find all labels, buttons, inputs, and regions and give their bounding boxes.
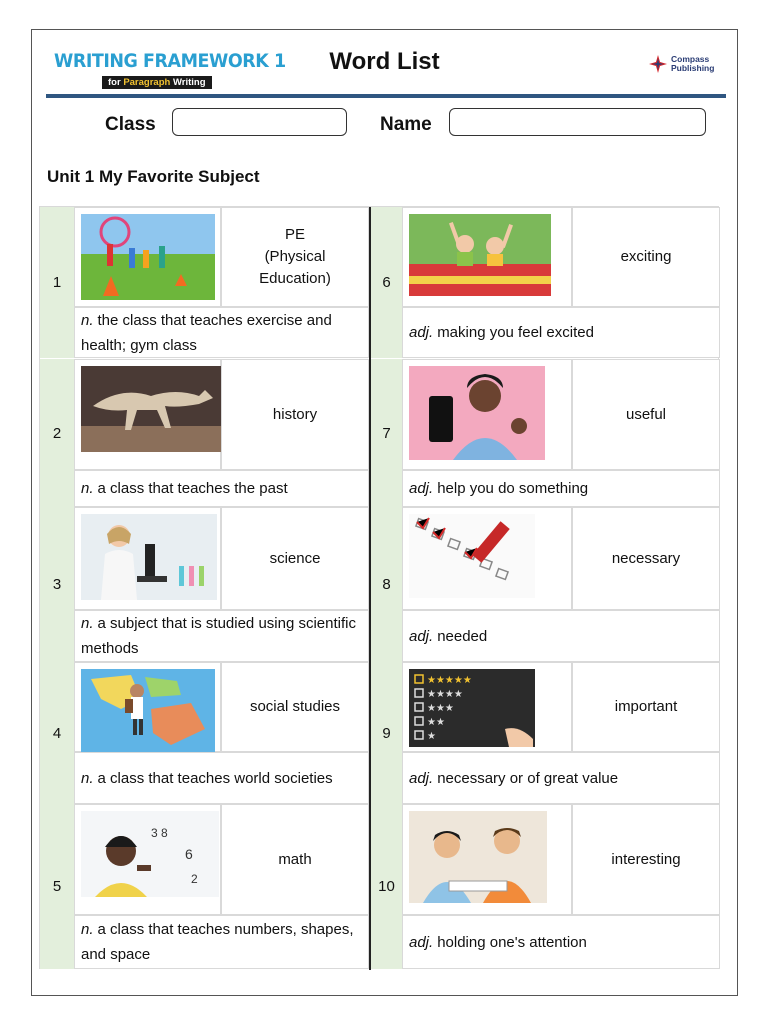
class-label: Class [105,114,156,135]
entry-word: interesting [572,804,720,915]
part-of-speech: adj. [409,627,434,645]
entry-picture-cell [74,662,221,752]
entry-number: 1 [40,207,74,358]
entry-number: 10 [371,804,402,969]
definition-text: the class that teaches exercise and health; gym class [81,311,332,354]
entry-picture-cell [402,804,572,915]
entry-picture-cell [402,507,572,610]
svg-text:★: ★ [427,731,436,742]
definition-text: a class that teaches world societies [97,769,333,787]
entry-number: 8 [371,507,402,662]
part-of-speech: n. [81,921,94,938]
entry-number: 4 [40,662,74,804]
definition-text: a class that teaches the past [97,480,288,497]
entry-word: social studies [221,662,369,752]
definition-text: necessary or of great value [437,769,619,787]
entry-definition [402,752,720,804]
entry-definition [74,752,369,804]
header-rule [46,94,726,98]
entry-picture-cell [74,359,221,470]
entry-definition [402,610,720,662]
entry-word: PE (Physical Education) [221,207,369,307]
entry-number: 2 [40,359,74,507]
boy-on-world-map-photo [81,669,215,758]
entry-number: 6 [371,207,402,358]
girl-at-whiteboard-photo [81,811,219,902]
svg-text:3 8: 3 8 [151,826,168,840]
entry-picture-cell [402,662,572,752]
entry-word: useful [572,359,720,470]
entry-definition [402,915,720,969]
woman-with-phone-photo [409,366,545,465]
entry-picture-cell [74,207,221,307]
svg-text:2: 2 [191,872,198,886]
entry-definition [402,307,720,358]
class-field[interactable] [172,108,347,136]
definition-text: needed [437,627,488,645]
definition-text: help you do something [437,480,589,497]
page-title: Word List [329,48,440,75]
entry-number: 3 [40,507,74,662]
part-of-speech: adj. [409,769,434,787]
part-of-speech: adj. [409,324,434,341]
name-field[interactable] [449,108,706,136]
part-of-speech: n. [81,480,94,497]
definition-text: making you feel excited [437,324,594,341]
entry-picture-cell [74,804,221,915]
definition-text: a class that teaches numbers, shapes, and space [81,921,354,963]
entry-definition [74,470,369,507]
entry-word: important [572,662,720,752]
dinosaur-skeleton-photo [81,366,223,457]
kids-playing-outdoors-photo [81,214,215,305]
girl-microscope-photo [81,514,217,605]
checklist-pen-photo [409,514,535,603]
part-of-speech: n. [81,615,94,632]
svg-text:★★★★★: ★★★★★ [427,675,472,686]
entry-picture-cell [402,207,572,307]
series-title: WRITING FRAMEWORK 1 [54,50,286,72]
entry-word: necessary [572,507,720,610]
definition-text: holding one's attention [437,933,587,951]
svg-text:★★★: ★★★ [427,703,454,714]
svg-text:6: 6 [185,846,193,862]
entry-definition [74,307,369,358]
part-of-speech: n. [81,769,94,787]
entry-definition [74,610,369,662]
series-subtitle: for Paragraph Writing [102,76,212,89]
word-list-table [39,206,719,969]
name-label: Name [380,114,432,135]
star-rating-chalkboard-photo [409,669,535,752]
entry-word: math [221,804,369,915]
part-of-speech: adj. [409,933,434,951]
worksheet-page [31,29,738,996]
definition-text: a subject that is studied using scientific methods [81,615,356,657]
compass-star-icon [648,54,668,74]
publisher-logo: Compass Publishing [648,54,715,74]
entry-picture-cell [402,359,572,470]
svg-text:★★★★: ★★★★ [427,689,463,700]
unit-title: Unit 1 My Favorite Subject [47,167,260,186]
kids-on-ride-photo [409,214,551,301]
entry-number: 9 [371,662,402,804]
entry-word: science [221,507,369,610]
svg-text:★★: ★★ [427,717,445,728]
entry-definition [402,470,720,507]
boys-reading-photo [409,811,547,908]
part-of-speech: adj. [409,480,434,497]
entry-word: exciting [572,207,720,307]
entry-word: history [221,359,369,470]
entry-number: 7 [371,359,402,507]
part-of-speech: n. [81,311,94,329]
entry-picture-cell [74,507,221,610]
entry-definition [74,915,369,969]
entry-number: 5 [40,804,74,969]
